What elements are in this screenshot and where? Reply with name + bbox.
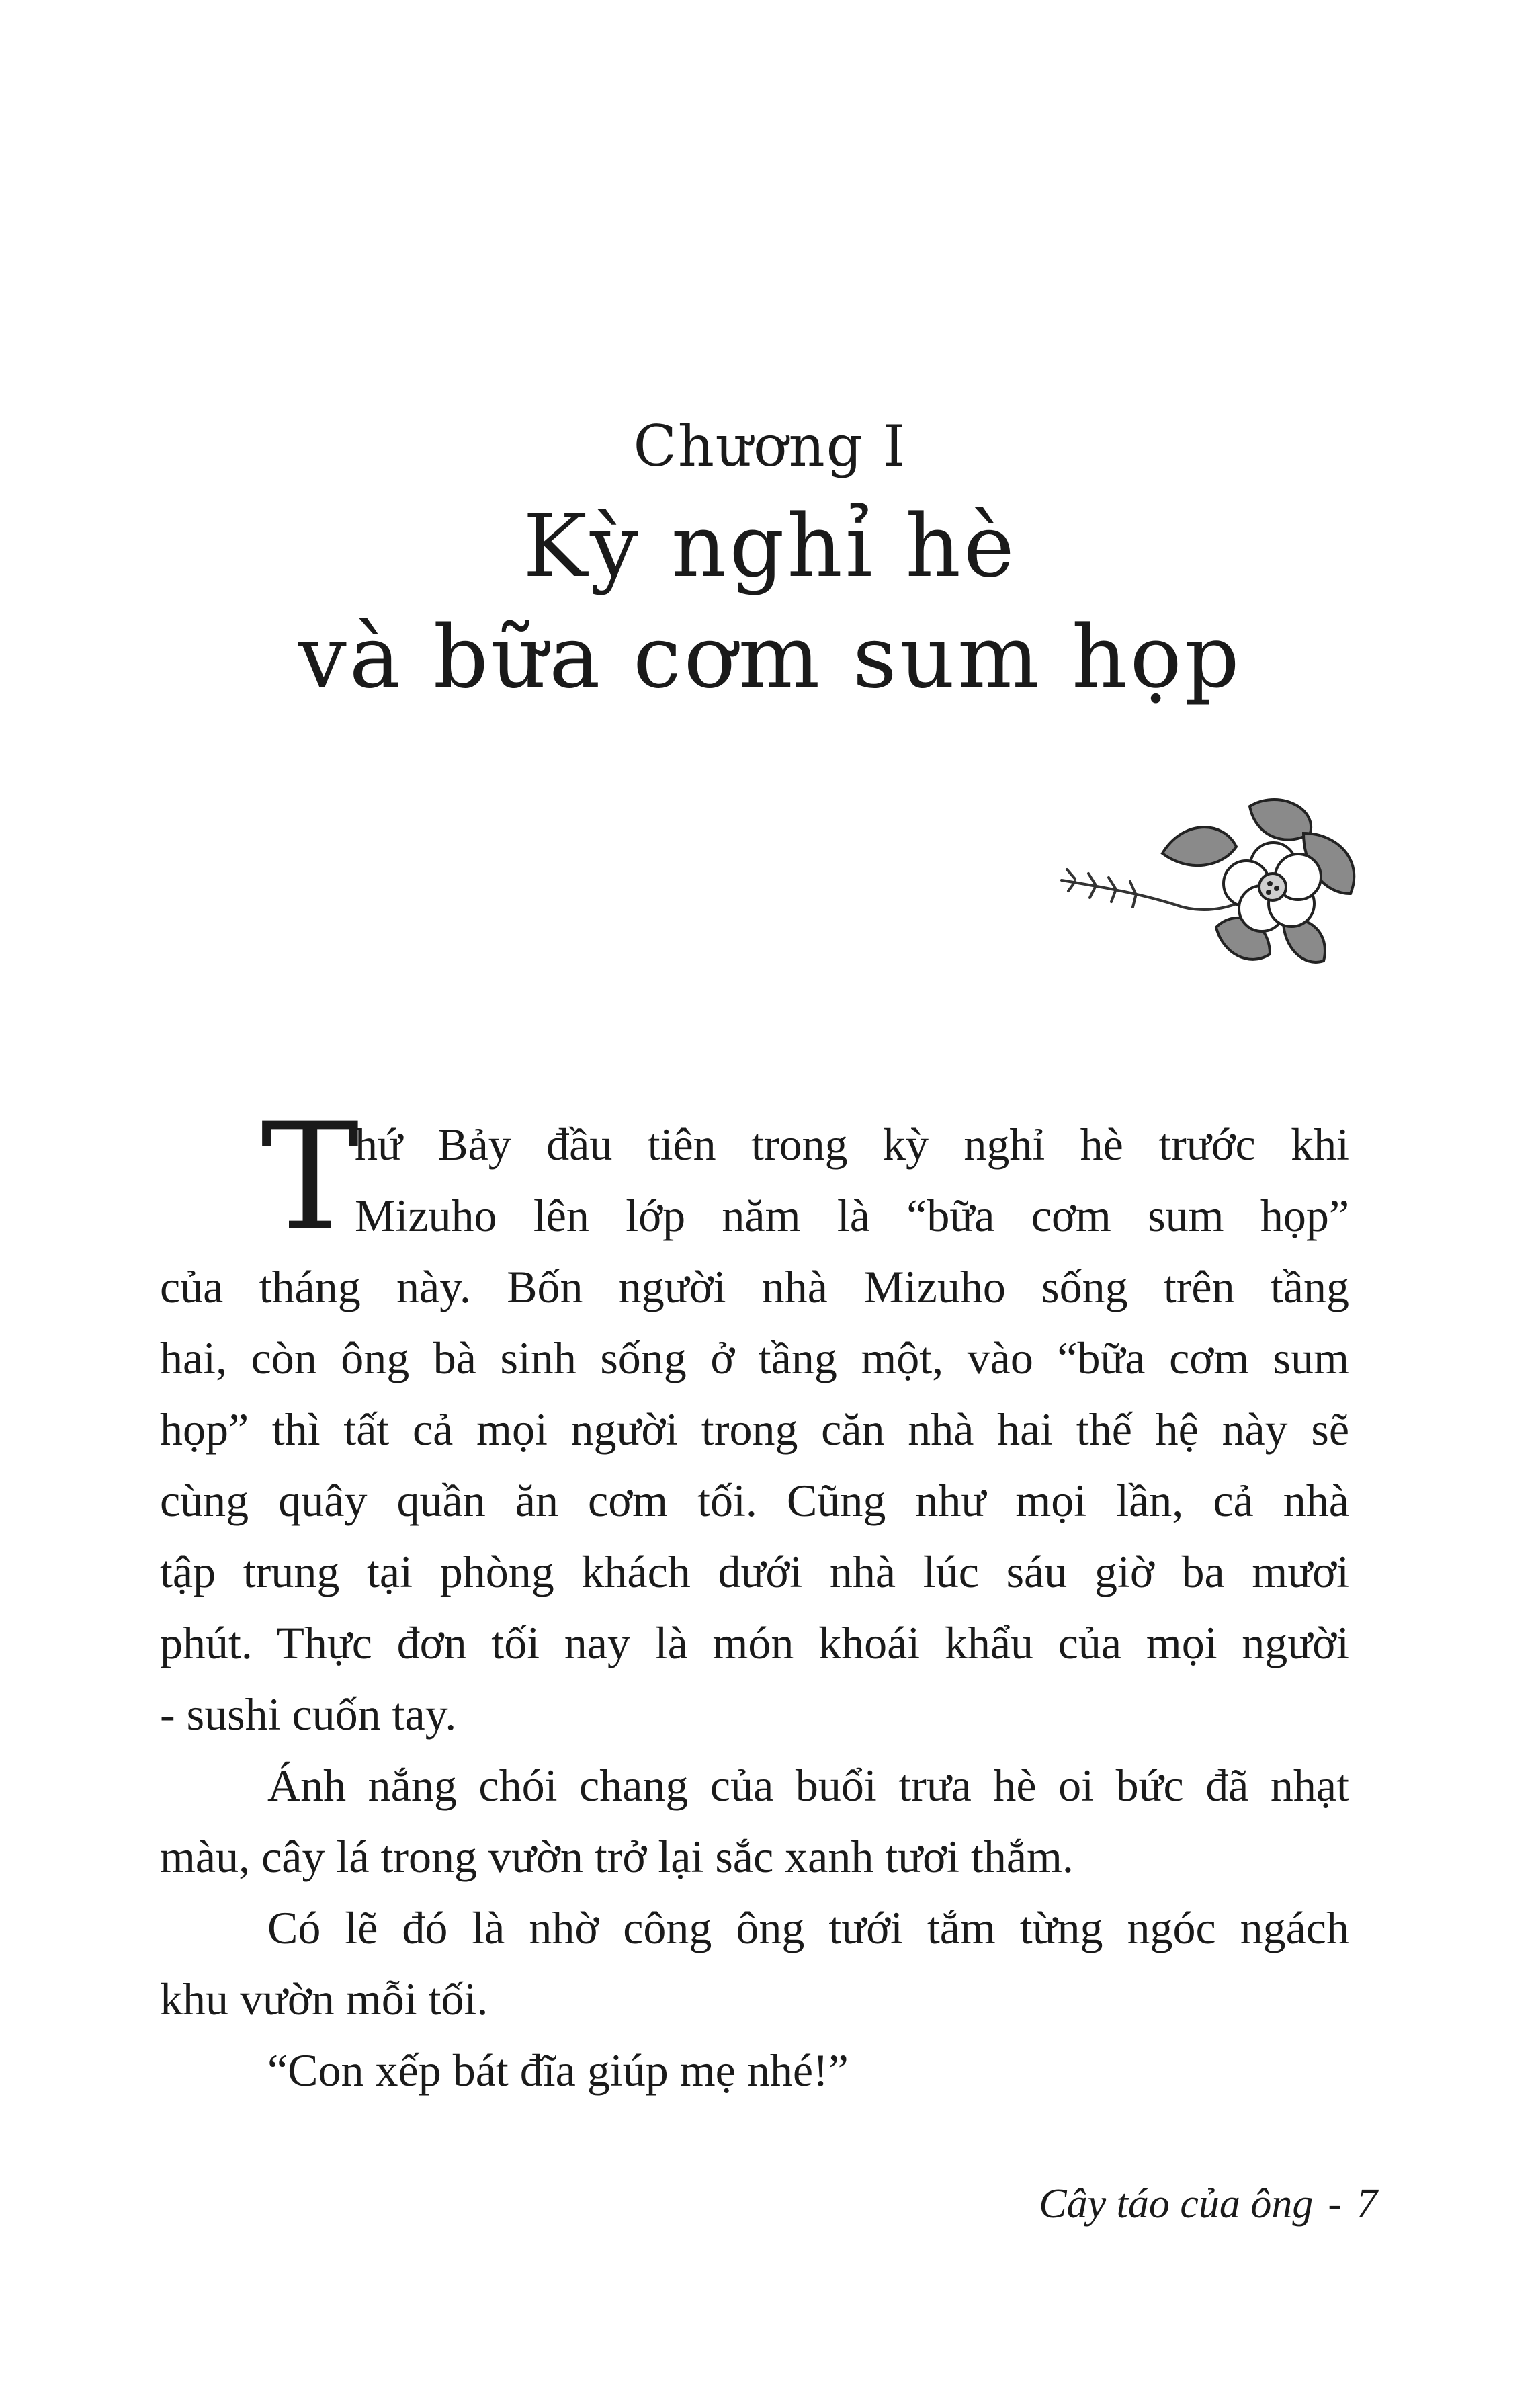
text-line: - sushi cuốn tay. [160,1689,457,1740]
text-line: phút. Thực đơn tối nay là món khoái khẩu của mọi người [160,1617,1349,1668]
text-line: của tháng này. Bốn người nhà Mizuho sống trên tầng [160,1261,1349,1312]
text-line: Có lẽ đó là nhờ công ông tưới tắm từng ngóc ngách [267,1902,1349,1953]
drop-cap: T [261,1091,359,1263]
page-footer [1008,2180,1377,2228]
paragraph-4 [160,2035,1349,2106]
text-line: cùng quây quần ăn cơm tối. Cũng như mọi lần, cả nhà [160,1475,1349,1526]
text-line: hai, còn ông bà sinh sống ở tầng một, vào “bữa cơm sum [160,1332,1349,1383]
text-line: Mizuho lên lớp năm là “bữa cơm sum họp” [355,1190,1349,1241]
flower-branch-icon [1048,793,1371,994]
text-line: họp” thì tất cả mọi người trong căn nhà hai thế hệ này sẽ [160,1404,1349,1455]
text-line: Ánh nắng chói chang của buổi trưa hè oi bức đã nhạt [267,1760,1349,1811]
text-line: hứ Bảy đầu tiên trong kỳ nghỉ hè trước khi [355,1119,1349,1170]
page-number: 7 [1357,2181,1377,2227]
running-title: Cây táo của ông [1039,2181,1314,2227]
text-line: khu vườn mỗi tối. [160,1973,488,2025]
chapter-title-line-1: Kỳ nghỉ hè [523,497,1017,597]
paragraph-1 [160,1091,1349,1750]
chapter-body [160,1091,1349,2106]
chapter-title-line-2: và bữa cơm sum họp [298,607,1242,708]
paragraph-2 [160,1750,1349,1892]
text-line: “Con xếp bát đĩa giúp mẹ nhé!” [267,2045,849,2096]
footer-separator: - [1328,2181,1342,2227]
text-line: tập trung tại phòng khách dưới nhà lúc sáu giờ ba mươi [160,1546,1349,1597]
text-line: màu, cây lá trong vườn trở lại sắc xanh tươi thắm. [160,1831,1074,1882]
paragraph-3 [160,1892,1349,2035]
chapter-label: Chương I [633,413,907,479]
